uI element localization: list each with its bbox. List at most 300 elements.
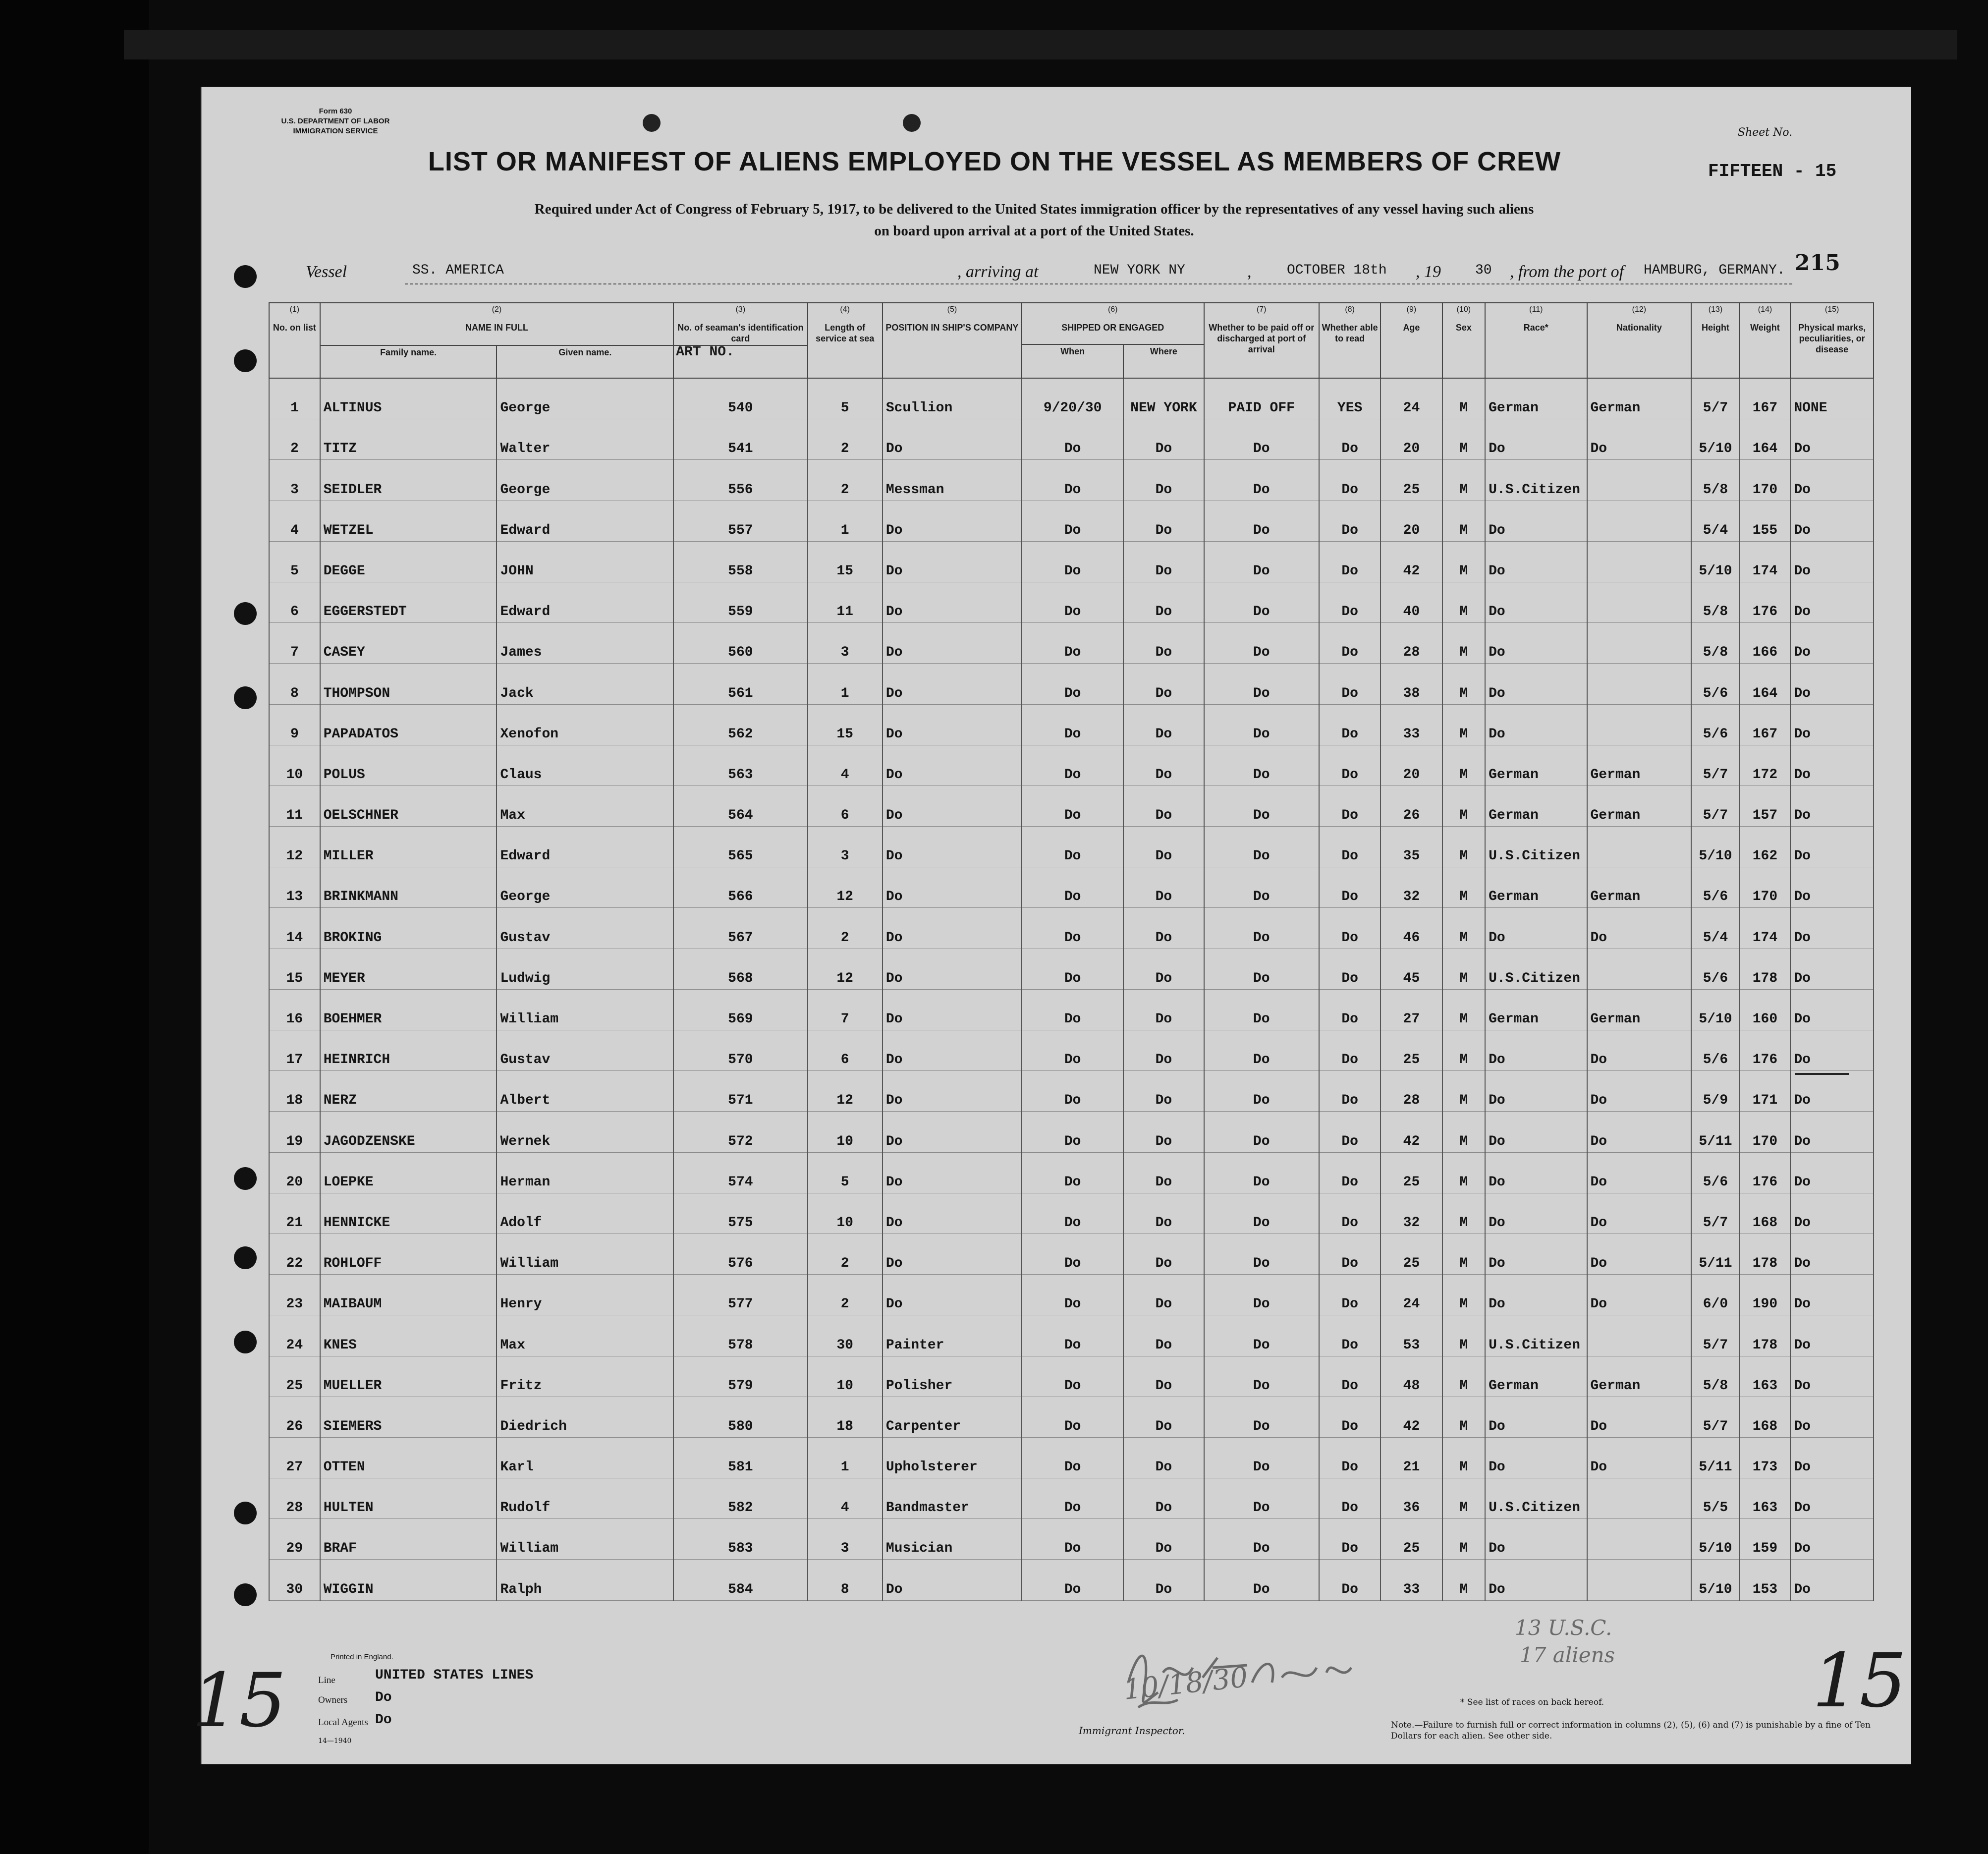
family-name-cell: OTTEN	[320, 1437, 497, 1478]
header-race: (11) Race*	[1485, 303, 1587, 378]
table-row	[269, 1152, 1874, 1193]
paid-off-cell: Do	[1204, 867, 1319, 908]
race-cell: Do	[1485, 1437, 1587, 1478]
id-card-number-cell: 563	[673, 745, 807, 786]
length-of-service-cell: 6	[808, 786, 883, 826]
id-card-number-cell: 541	[673, 419, 807, 460]
length-of-service-cell: 10	[808, 1112, 883, 1152]
nationality-cell	[1587, 501, 1692, 541]
length-of-service-cell: 7	[808, 989, 883, 1030]
weight-cell: 190	[1740, 1275, 1791, 1315]
id-card-number-cell: 569	[673, 989, 807, 1030]
length-of-service-cell: 8	[808, 1560, 883, 1600]
race-cell: Do	[1485, 1519, 1587, 1560]
id-card-number-cell: 571	[673, 1071, 807, 1112]
sex-cell: M	[1442, 1234, 1485, 1274]
row-number-cell: 13	[269, 867, 320, 908]
shipped-where-cell: Do	[1123, 704, 1204, 745]
height-cell: 5/5	[1691, 1478, 1739, 1519]
given-name-cell: Edward	[497, 501, 673, 541]
given-name-cell: Claus	[497, 745, 673, 786]
height-cell: 5/10	[1691, 1519, 1739, 1560]
row-number-cell: 15	[269, 949, 320, 989]
row-number-cell: 7	[269, 623, 320, 664]
able-to-read-cell: Do	[1319, 1356, 1381, 1397]
sex-cell: M	[1442, 1560, 1485, 1600]
paid-off-cell: Do	[1204, 664, 1319, 704]
physical-marks-cell: Do	[1790, 501, 1874, 541]
given-name-cell: Fritz	[497, 1356, 673, 1397]
age-cell: 32	[1381, 867, 1442, 908]
sex-cell: M	[1442, 1152, 1485, 1193]
handwritten-date: 10/18/30	[1122, 1661, 1250, 1706]
able-to-read-cell: Do	[1319, 1071, 1381, 1112]
able-to-read-cell: Do	[1319, 1437, 1381, 1478]
shipped-where-cell: Do	[1123, 1356, 1204, 1397]
able-to-read-cell: Do	[1319, 1152, 1381, 1193]
arrival-port: NEW YORK NY	[1094, 263, 1185, 278]
table-row	[269, 989, 1874, 1030]
row-number-cell: 26	[269, 1397, 320, 1437]
punch-hole	[903, 114, 921, 132]
nationality-cell: German	[1587, 786, 1692, 826]
given-name-cell: Ralph	[497, 1560, 673, 1600]
height-cell: 5/8	[1691, 460, 1739, 501]
position-cell: Do	[883, 867, 1022, 908]
race-cell: German	[1485, 1356, 1587, 1397]
length-of-service-cell: 4	[808, 745, 883, 786]
shipped-when-cell: Do	[1022, 1478, 1123, 1519]
punch-hole	[234, 1246, 257, 1269]
row-number-cell: 25	[269, 1356, 320, 1397]
physical-marks-cell: Do	[1790, 989, 1874, 1030]
position-cell: Do	[883, 1193, 1022, 1234]
able-to-read-cell: Do	[1319, 1193, 1381, 1234]
table-row	[269, 419, 1874, 460]
age-cell: 36	[1381, 1478, 1442, 1519]
shipped-where-cell: Do	[1123, 664, 1204, 704]
nationality-cell: German	[1587, 745, 1692, 786]
id-card-number-cell: 577	[673, 1275, 807, 1315]
race-cell: U.S.Citizen	[1485, 1315, 1587, 1356]
nationality-cell	[1587, 1560, 1692, 1600]
nationality-cell	[1587, 1478, 1692, 1519]
weight-cell: 153	[1740, 1560, 1791, 1600]
shipped-when-cell: Do	[1022, 1437, 1123, 1478]
age-cell: 25	[1381, 1234, 1442, 1274]
id-card-number-cell: 568	[673, 949, 807, 989]
height-cell: 5/7	[1691, 1315, 1739, 1356]
age-cell: 25	[1381, 1519, 1442, 1560]
physical-marks-cell: Do	[1790, 1112, 1874, 1152]
id-card-number-cell: 560	[673, 623, 807, 664]
row-number-cell: 12	[269, 827, 320, 867]
shipped-when-cell: Do	[1022, 1112, 1123, 1152]
weight-cell: 164	[1740, 419, 1791, 460]
shipped-when-cell: Do	[1022, 867, 1123, 908]
age-cell: 53	[1381, 1315, 1442, 1356]
given-name-cell: Albert	[497, 1071, 673, 1112]
sex-cell: M	[1442, 949, 1485, 989]
shipped-when-cell: Do	[1022, 582, 1123, 622]
race-cell: German	[1485, 378, 1587, 419]
height-cell: 5/11	[1691, 1234, 1739, 1274]
weight-cell: 174	[1740, 541, 1791, 582]
id-card-number-cell: 583	[673, 1519, 807, 1560]
physical-marks-cell: Do	[1790, 704, 1874, 745]
sex-cell: M	[1442, 786, 1485, 826]
race-cell: Do	[1485, 1152, 1587, 1193]
nationality-cell	[1587, 1315, 1692, 1356]
position-cell: Painter	[883, 1315, 1022, 1356]
position-cell: Do	[883, 827, 1022, 867]
page-number: 215	[1795, 250, 1840, 276]
given-name-cell: William	[497, 1234, 673, 1274]
position-cell: Musician	[883, 1519, 1022, 1560]
position-cell: Do	[883, 745, 1022, 786]
age-cell: 24	[1381, 1275, 1442, 1315]
given-name-cell: Xenofon	[497, 704, 673, 745]
shipped-where-cell: Do	[1123, 786, 1204, 826]
header-able-to-read: (8) Whether able to read	[1319, 303, 1381, 378]
weight-cell: 163	[1740, 1356, 1791, 1397]
shipped-where-cell: Do	[1123, 1193, 1204, 1234]
race-cell: Do	[1485, 908, 1587, 949]
physical-marks-cell: Do	[1790, 1275, 1874, 1315]
paid-off-cell: Do	[1204, 1315, 1319, 1356]
age-cell: 24	[1381, 378, 1442, 419]
length-of-service-cell: 3	[808, 1519, 883, 1560]
shipped-where-cell: Do	[1123, 1112, 1204, 1152]
length-of-service-cell: 10	[808, 1356, 883, 1397]
shipped-when-cell: Do	[1022, 664, 1123, 704]
age-cell: 42	[1381, 1397, 1442, 1437]
header-paid-off: (7) Whether to be paid off or discharged at port of arrival	[1204, 303, 1319, 378]
length-of-service-cell: 2	[808, 419, 883, 460]
paid-off-cell: Do	[1204, 541, 1319, 582]
able-to-read-cell: Do	[1319, 1275, 1381, 1315]
paid-off-cell: Do	[1204, 1275, 1319, 1315]
table-row	[269, 541, 1874, 582]
paid-off-cell: Do	[1204, 786, 1319, 826]
able-to-read-cell: Do	[1319, 1030, 1381, 1071]
length-of-service-cell: 30	[808, 1315, 883, 1356]
nationality-cell	[1587, 541, 1692, 582]
family-name-cell: THOMPSON	[320, 664, 497, 704]
shipped-where-cell: Do	[1123, 623, 1204, 664]
shipped-when-cell: Do	[1022, 1560, 1123, 1600]
physical-marks-cell: Do	[1790, 1478, 1874, 1519]
shipped-where-cell: Do	[1123, 1437, 1204, 1478]
shipped-when-cell: Do	[1022, 541, 1123, 582]
given-name-cell: George	[497, 460, 673, 501]
physical-marks-cell: Do	[1790, 1397, 1874, 1437]
sex-cell: M	[1442, 908, 1485, 949]
shipped-where-cell: Do	[1123, 1152, 1204, 1193]
table-row	[269, 1234, 1874, 1274]
shipped-where-cell: Do	[1123, 541, 1204, 582]
race-cell: U.S.Citizen	[1485, 460, 1587, 501]
shipped-where-cell: Do	[1123, 949, 1204, 989]
given-name-cell: Gustav	[497, 1030, 673, 1071]
able-to-read-cell: Do	[1319, 1478, 1381, 1519]
family-name-cell: HULTEN	[320, 1478, 497, 1519]
header-physical-marks: (15) Physical marks, peculiarities, or disease	[1790, 303, 1874, 378]
film-border-top	[124, 30, 1957, 59]
table-row	[269, 704, 1874, 745]
shipped-when-cell: Do	[1022, 1397, 1123, 1437]
id-card-number-cell: 557	[673, 501, 807, 541]
handwritten-left-number: 15	[192, 1658, 286, 1744]
paid-off-cell: Do	[1204, 704, 1319, 745]
vessel-name: SS. AMERICA	[412, 263, 504, 278]
row-number-cell: 19	[269, 1112, 320, 1152]
shipped-when-cell: Do	[1022, 827, 1123, 867]
paid-off-cell: Do	[1204, 1437, 1319, 1478]
weight-cell: 170	[1740, 867, 1791, 908]
shipped-when-cell: Do	[1022, 501, 1123, 541]
shipped-when-cell: Do	[1022, 1152, 1123, 1193]
length-of-service-cell: 12	[808, 867, 883, 908]
paid-off-cell: Do	[1204, 1519, 1319, 1560]
physical-marks-cell: Do	[1790, 1193, 1874, 1234]
paid-off-cell: Do	[1204, 989, 1319, 1030]
shipped-when-cell: Do	[1022, 989, 1123, 1030]
position-cell: Do	[883, 501, 1022, 541]
length-of-service-cell: 4	[808, 1478, 883, 1519]
height-cell: 5/7	[1691, 1193, 1739, 1234]
nationality-cell	[1587, 623, 1692, 664]
family-name-cell: BROKING	[320, 908, 497, 949]
family-name-cell: MUELLER	[320, 1356, 497, 1397]
shipped-when-cell: Do	[1022, 623, 1123, 664]
agents-label: Local Agents	[318, 1717, 368, 1728]
race-cell: German	[1485, 989, 1587, 1030]
physical-marks-cell: Do	[1790, 460, 1874, 501]
given-name-cell: Max	[497, 786, 673, 826]
weight-cell: 159	[1740, 1519, 1791, 1560]
row-number-cell: 4	[269, 501, 320, 541]
race-cell: Do	[1485, 1112, 1587, 1152]
able-to-read-cell: Do	[1319, 623, 1381, 664]
family-name-cell: HENNICKE	[320, 1193, 497, 1234]
physical-marks-cell: Do	[1790, 1152, 1874, 1193]
nationality-cell: German	[1587, 989, 1692, 1030]
vessel-line	[306, 263, 1792, 284]
shipped-where-cell: NEW YORK	[1123, 378, 1204, 419]
owners-label: Owners	[318, 1695, 348, 1705]
sex-cell: M	[1442, 501, 1485, 541]
paid-off-cell: Do	[1204, 745, 1319, 786]
height-cell: 5/6	[1691, 664, 1739, 704]
family-name-cell: KNES	[320, 1315, 497, 1356]
given-name-cell: Karl	[497, 1437, 673, 1478]
vessel-label: Vessel	[306, 263, 347, 281]
arriving-label: , arriving at	[957, 263, 1039, 281]
nationality-cell: Do	[1587, 419, 1692, 460]
shipped-where-cell: Do	[1123, 1234, 1204, 1274]
race-cell: Do	[1485, 664, 1587, 704]
paid-off-cell: Do	[1204, 1560, 1319, 1600]
weight-cell: 167	[1740, 378, 1791, 419]
family-name-cell: PAPADATOS	[320, 704, 497, 745]
id-card-number-cell: 579	[673, 1356, 807, 1397]
sex-cell: M	[1442, 1112, 1485, 1152]
physical-marks-cell: Do	[1790, 1437, 1874, 1478]
age-cell: 28	[1381, 1071, 1442, 1112]
position-cell: Messman	[883, 460, 1022, 501]
table-row	[269, 1275, 1874, 1315]
document-title: LIST OR MANIFEST OF ALIENS EMPLOYED ON THE VESSEL AS MEMBERS OF CREW	[428, 147, 1561, 176]
row-number-cell: 11	[269, 786, 320, 826]
header-length-of-service: (4) Length of service at sea	[808, 303, 883, 378]
table-row	[269, 1030, 1874, 1071]
weight-cell: 157	[1740, 786, 1791, 826]
nationality-cell	[1587, 460, 1692, 501]
sex-cell: M	[1442, 1356, 1485, 1397]
shipped-where-cell: Do	[1123, 501, 1204, 541]
length-of-service-cell: 5	[808, 378, 883, 419]
race-cell: Do	[1485, 1193, 1587, 1234]
shipped-when-cell: Do	[1022, 1356, 1123, 1397]
table-row	[269, 908, 1874, 949]
height-cell: 5/4	[1691, 908, 1739, 949]
nationality-cell: German	[1587, 1356, 1692, 1397]
race-cell: Do	[1485, 501, 1587, 541]
sex-cell: M	[1442, 623, 1485, 664]
length-of-service-cell: 12	[808, 949, 883, 989]
race-cell: Do	[1485, 1397, 1587, 1437]
length-of-service-cell: 11	[808, 582, 883, 622]
height-cell: 5/7	[1691, 1397, 1739, 1437]
given-name-cell: George	[497, 378, 673, 419]
position-cell: Do	[883, 664, 1022, 704]
weight-cell: 178	[1740, 949, 1791, 989]
id-card-number-cell: 558	[673, 541, 807, 582]
shipped-where-cell: Do	[1123, 1397, 1204, 1437]
table-row	[269, 460, 1874, 501]
height-cell: 5/8	[1691, 1356, 1739, 1397]
family-name-cell: NERZ	[320, 1071, 497, 1112]
able-to-read-cell: Do	[1319, 1234, 1381, 1274]
paid-off-cell: Do	[1204, 419, 1319, 460]
shipped-when-cell: Do	[1022, 1193, 1123, 1234]
paid-off-cell: Do	[1204, 1193, 1319, 1234]
age-cell: 40	[1381, 582, 1442, 622]
paid-off-cell: Do	[1204, 1356, 1319, 1397]
height-cell: 5/9	[1691, 1071, 1739, 1112]
shipped-where-cell: Do	[1123, 582, 1204, 622]
header-position: (5) POSITION IN SHIP'S COMPANY	[883, 303, 1022, 378]
legal-requirement-text: Required under Act of Congress of February 5, 1917, to be delivered to the United States immigration officer by the representatives of any vessel having such aliens on board upon arrival at a port of the United States.	[534, 201, 1534, 239]
paid-off-cell: Do	[1204, 1478, 1319, 1519]
header-name-in-full: (2) NAME IN FULL	[320, 303, 674, 345]
weight-cell: 172	[1740, 745, 1791, 786]
family-name-cell: BRAF	[320, 1519, 497, 1560]
paid-off-cell: Do	[1204, 460, 1319, 501]
table-row	[269, 949, 1874, 989]
id-card-number-cell: 578	[673, 1315, 807, 1356]
paid-off-cell: PAID OFF	[1204, 378, 1319, 419]
family-name-cell: DEGGE	[320, 541, 497, 582]
position-cell: Do	[883, 949, 1022, 989]
paid-off-cell: Do	[1204, 1152, 1319, 1193]
family-name-cell: SIEMERS	[320, 1397, 497, 1437]
row-number-cell: 17	[269, 1030, 320, 1071]
table-row	[269, 1071, 1874, 1112]
position-cell: Do	[883, 704, 1022, 745]
paid-off-cell: Do	[1204, 501, 1319, 541]
race-cell: Do	[1485, 1071, 1587, 1112]
able-to-read-cell: Do	[1319, 1315, 1381, 1356]
row-number-cell: 10	[269, 745, 320, 786]
weight-cell: 174	[1740, 908, 1791, 949]
nationality-cell: Do	[1587, 1234, 1692, 1274]
height-cell: 5/10	[1691, 827, 1739, 867]
family-name-cell: POLUS	[320, 745, 497, 786]
shipped-when-cell: Do	[1022, 1071, 1123, 1112]
header-given-name: Given name.	[497, 345, 673, 378]
row-number-cell: 24	[269, 1315, 320, 1356]
able-to-read-cell: Do	[1319, 664, 1381, 704]
race-cell: Do	[1485, 582, 1587, 622]
paid-off-cell: Do	[1204, 1071, 1319, 1112]
physical-marks-cell: NONE	[1790, 378, 1874, 419]
age-cell: 25	[1381, 1030, 1442, 1071]
weight-cell: 170	[1740, 1112, 1791, 1152]
row-number-cell: 22	[269, 1234, 320, 1274]
shipped-where-cell: Do	[1123, 1315, 1204, 1356]
service-name: IMMIGRATION SERVICE	[293, 127, 378, 135]
shipped-where-cell: Do	[1123, 867, 1204, 908]
family-name-cell: ALTINUS	[320, 378, 497, 419]
physical-marks-cell: Do	[1790, 1071, 1874, 1112]
manifest-page	[192, 87, 1911, 1764]
id-card-number-cell: 556	[673, 460, 807, 501]
position-cell: Do	[883, 908, 1022, 949]
paid-off-cell: Do	[1204, 1030, 1319, 1071]
header-where: Where	[1123, 344, 1204, 378]
position-cell: Polisher	[883, 1356, 1022, 1397]
family-name-cell: EGGERSTEDT	[320, 582, 497, 622]
physical-marks-cell: Do	[1790, 664, 1874, 704]
family-name-cell: WIGGIN	[320, 1560, 497, 1600]
inspector-label: Immigrant Inspector.	[1079, 1725, 1185, 1737]
manifest-rows	[269, 378, 1874, 1600]
id-card-number-cell: 565	[673, 827, 807, 867]
length-of-service-cell: 15	[808, 541, 883, 582]
able-to-read-cell: YES	[1319, 378, 1381, 419]
id-card-number-cell: 559	[673, 582, 807, 622]
height-cell: 5/10	[1691, 989, 1739, 1030]
shipped-where-cell: Do	[1123, 1030, 1204, 1071]
sheet-label: Sheet No.	[1738, 126, 1793, 139]
nationality-cell: Do	[1587, 1275, 1692, 1315]
sex-cell: M	[1442, 541, 1485, 582]
shipped-when-cell: Do	[1022, 1315, 1123, 1356]
age-cell: 27	[1381, 989, 1442, 1030]
length-of-service-cell: 6	[808, 1030, 883, 1071]
table-row	[269, 1397, 1874, 1437]
header-id-card: (3) No. of seaman's identification card	[673, 303, 807, 345]
physical-marks-cell: Do	[1790, 1560, 1874, 1600]
weight-cell: 176	[1740, 1030, 1791, 1071]
nationality-cell: Do	[1587, 1193, 1692, 1234]
family-name-cell: TITZ	[320, 419, 497, 460]
position-cell: Scullion	[883, 378, 1022, 419]
arrival-year: 30	[1475, 263, 1492, 278]
able-to-read-cell: Do	[1319, 1560, 1381, 1600]
